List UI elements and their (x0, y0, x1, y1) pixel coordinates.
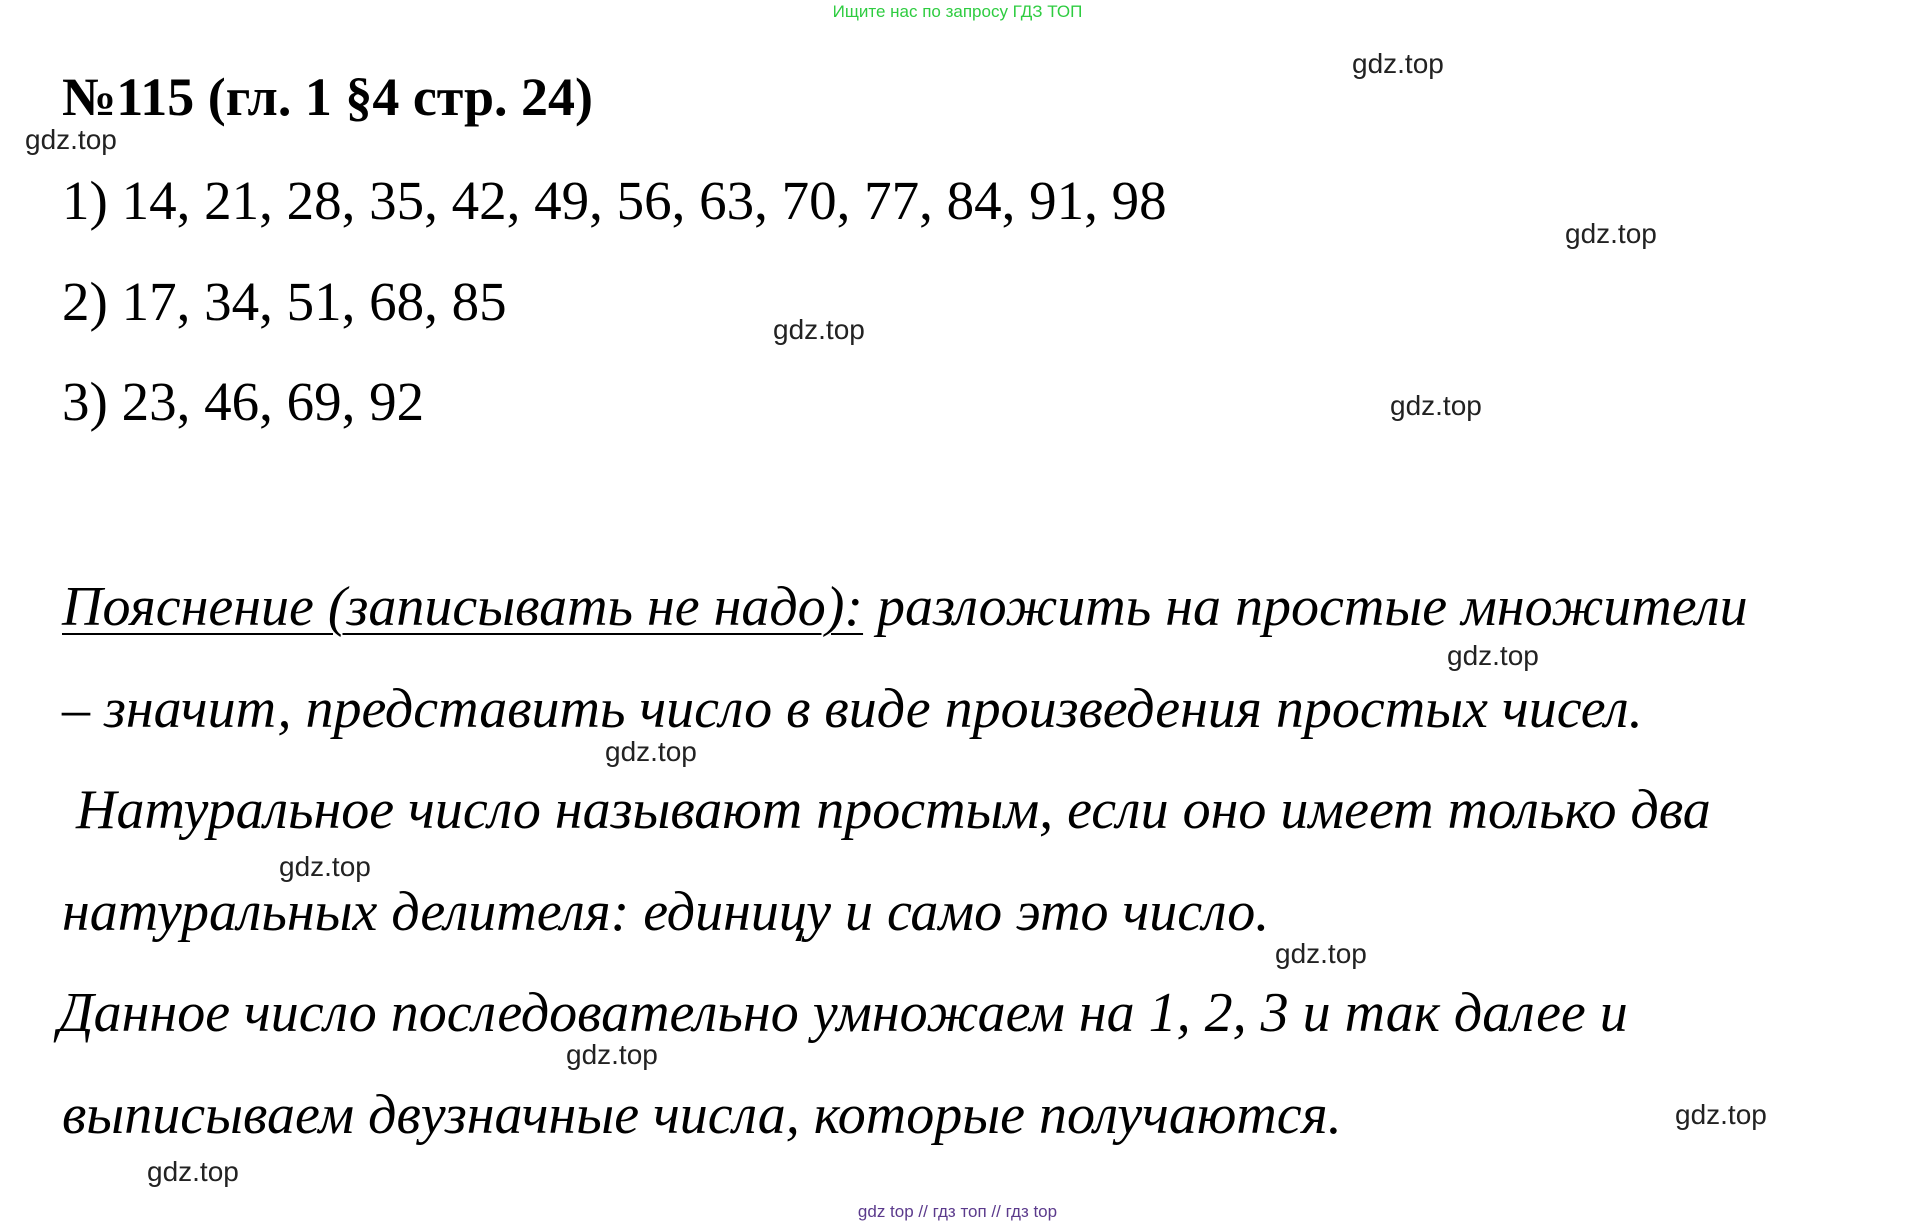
watermark: gdz.top (279, 851, 371, 882)
explanation-line-2: – значит, представить число в виде произведения простых чисел. (62, 678, 1643, 740)
watermark: gdz.top (1390, 390, 1482, 421)
watermark: gdz.top (605, 736, 697, 767)
watermark: gdz.top (25, 124, 117, 155)
explanation-line-1-text: разложить на простые множители (877, 576, 1748, 638)
explanation-line-5: Данное число последовательно умножаем на 1, 2, 3 и так далее и (58, 982, 1628, 1044)
watermark: gdz.top (773, 314, 865, 345)
answer-line-1: 1) 14, 21, 28, 35, 42, 49, 56, 63, 70, 77, 84, 91, 98 (62, 170, 1167, 231)
answer-line-3: 3) 23, 46, 69, 92 (62, 371, 425, 432)
explanation-line-6: выписываем двузначные числа, которые получаются. (62, 1084, 1342, 1146)
explanation-line-3: Натуральное число называют простым, если оно имеет только два (76, 779, 1711, 841)
explanation-line-4: натуральных делителя: единицу и само это число. (62, 881, 1270, 943)
watermark: gdz.top (566, 1039, 658, 1070)
watermark: gdz.top (1675, 1099, 1767, 1130)
explanation-line-1 (62, 574, 1860, 640)
answer-line-2: 2) 17, 34, 51, 68, 85 (62, 271, 507, 332)
watermark: gdz.top (147, 1156, 239, 1187)
footer-links: gdz top // гдз топ // гдз top (857, 1202, 1058, 1221)
watermark: gdz.top (1447, 640, 1539, 671)
explanation-label: Пояснение (записывать не надо): (62, 576, 864, 638)
top-banner: Ищите нас по запросу ГДЗ ТОП (832, 2, 1083, 21)
watermark: gdz.top (1565, 218, 1657, 249)
watermark: gdz.top (1275, 938, 1367, 969)
page-title: №115 (гл. 1 §4 стр. 24) (62, 67, 594, 127)
watermark: gdz.top (1352, 48, 1444, 79)
